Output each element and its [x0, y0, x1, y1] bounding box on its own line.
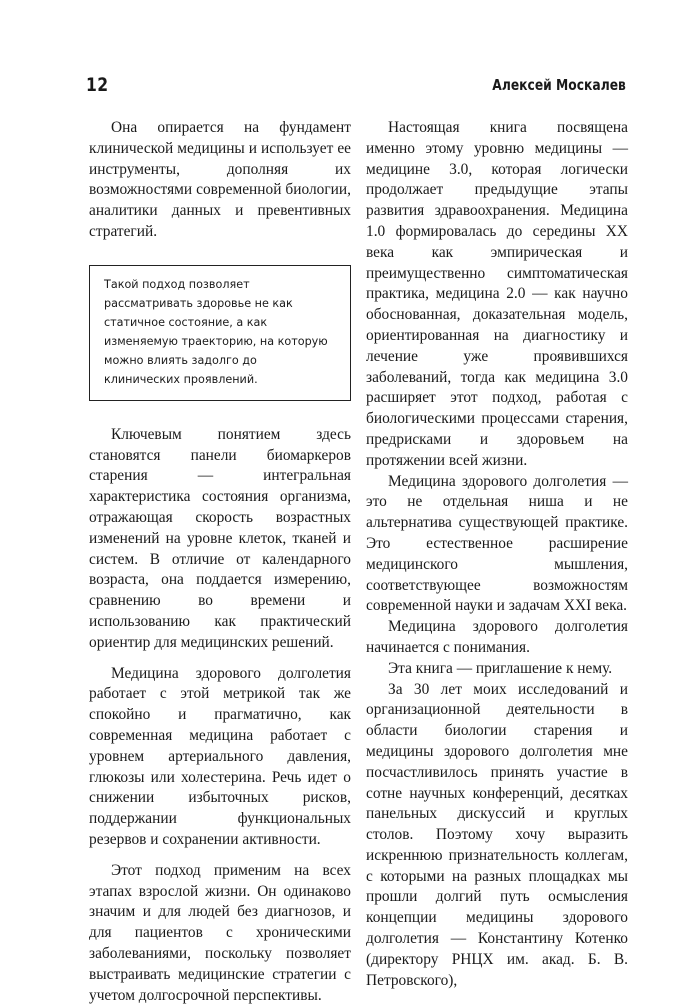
paragraph: Эта книга — приглашение к нему. [388, 659, 613, 677]
paragraph: Медицина здорового долголетия работает с этой метрикой так же спокойно и прагматично, как современная медицина работает с уровнем артериального давления, глюкозы или холестерина. Речь идет о снижении избыточных рисков, поддержании функциональных резервов и сохранении активности. [89, 664, 351, 848]
right-column [366, 118, 628, 991]
paragraph: Настоящая книга посвящена именно этому уровню медицины — медицине 3.0, которая логически продолжает предыдущие этапы развития здравоохранения. Медицина 1.0 формировалась до середины XX века как эмпирическая и преимущественно симптоматическая практика, медицина 2.0 — как научно обоснованная, доказательная модель, ориентированная на диагностику и лечение уже проявившихся заболеваний, тогда как медицина 3.0 расширяет этот подход, работая с биологическими процессами старения, предрисками и здоровьем на протяжении всей жизни. [366, 119, 628, 469]
page-number: 12 [86, 74, 109, 96]
paragraph: Этот подход применим на всех этапах взрослой жизни. Он одинаково значим и для людей без диагнозов, и для пациентов с хроническими заболеваниями, поскольку позволяет выстраивать медицинские стратегии с учетом долгосрочной перспективы. [89, 861, 351, 1004]
paragraph: Ключевым понятием здесь становятся панели биомаркеров старения — интегральная характеристика состояния организма, отражающая скорость возрастных изменений на уровне клеток, тканей и систем. В отличие от календарного возраста, она поддается измерению, сравнению во времени и использованию как практический ориентир для медицинских решений. [89, 425, 351, 651]
running-head-author: Алексей Москалев [492, 76, 626, 94]
paragraph: Медицина здорового долголетия начинается с понимания. [366, 618, 628, 656]
paragraph: За 30 лет моих исследований и организационной деятельности в области биологии старения и медицины здорового долголетия мне посчастливилось принять участие в сотне научных конференций, десятках панельных дискуссий и круглых столов. Поэтому хочу выразить искреннюю признательность коллегам, с которыми на разных площадках мы прошли долгий путь осмысления концепции медицины здорового долголетия — Константину Котенко (директору РНЦХ им. акад. Б. В. Петровского), [366, 680, 628, 989]
paragraph: Медицина здорового долголетия — это не отдельная ниша и не альтернатива существующей практике. Это естественное расширение медицинского мышления, соответствующее возможностям современной науки и задачам XXI века. [366, 472, 628, 615]
page-header [86, 74, 626, 100]
left-column [89, 118, 351, 1006]
callout-box: Такой подход позволяет рассматривать здоровье не как статичное состояние, а как изменяемую траекторию, на которую можно влиять задолго до клинических проявлений. [89, 265, 351, 401]
paragraph: Она опирается на фундамент клинической медицины и использует ее инструменты, дополняя их возможностями современной биологии, аналитики данных и превентивных стратегий. [89, 119, 351, 240]
